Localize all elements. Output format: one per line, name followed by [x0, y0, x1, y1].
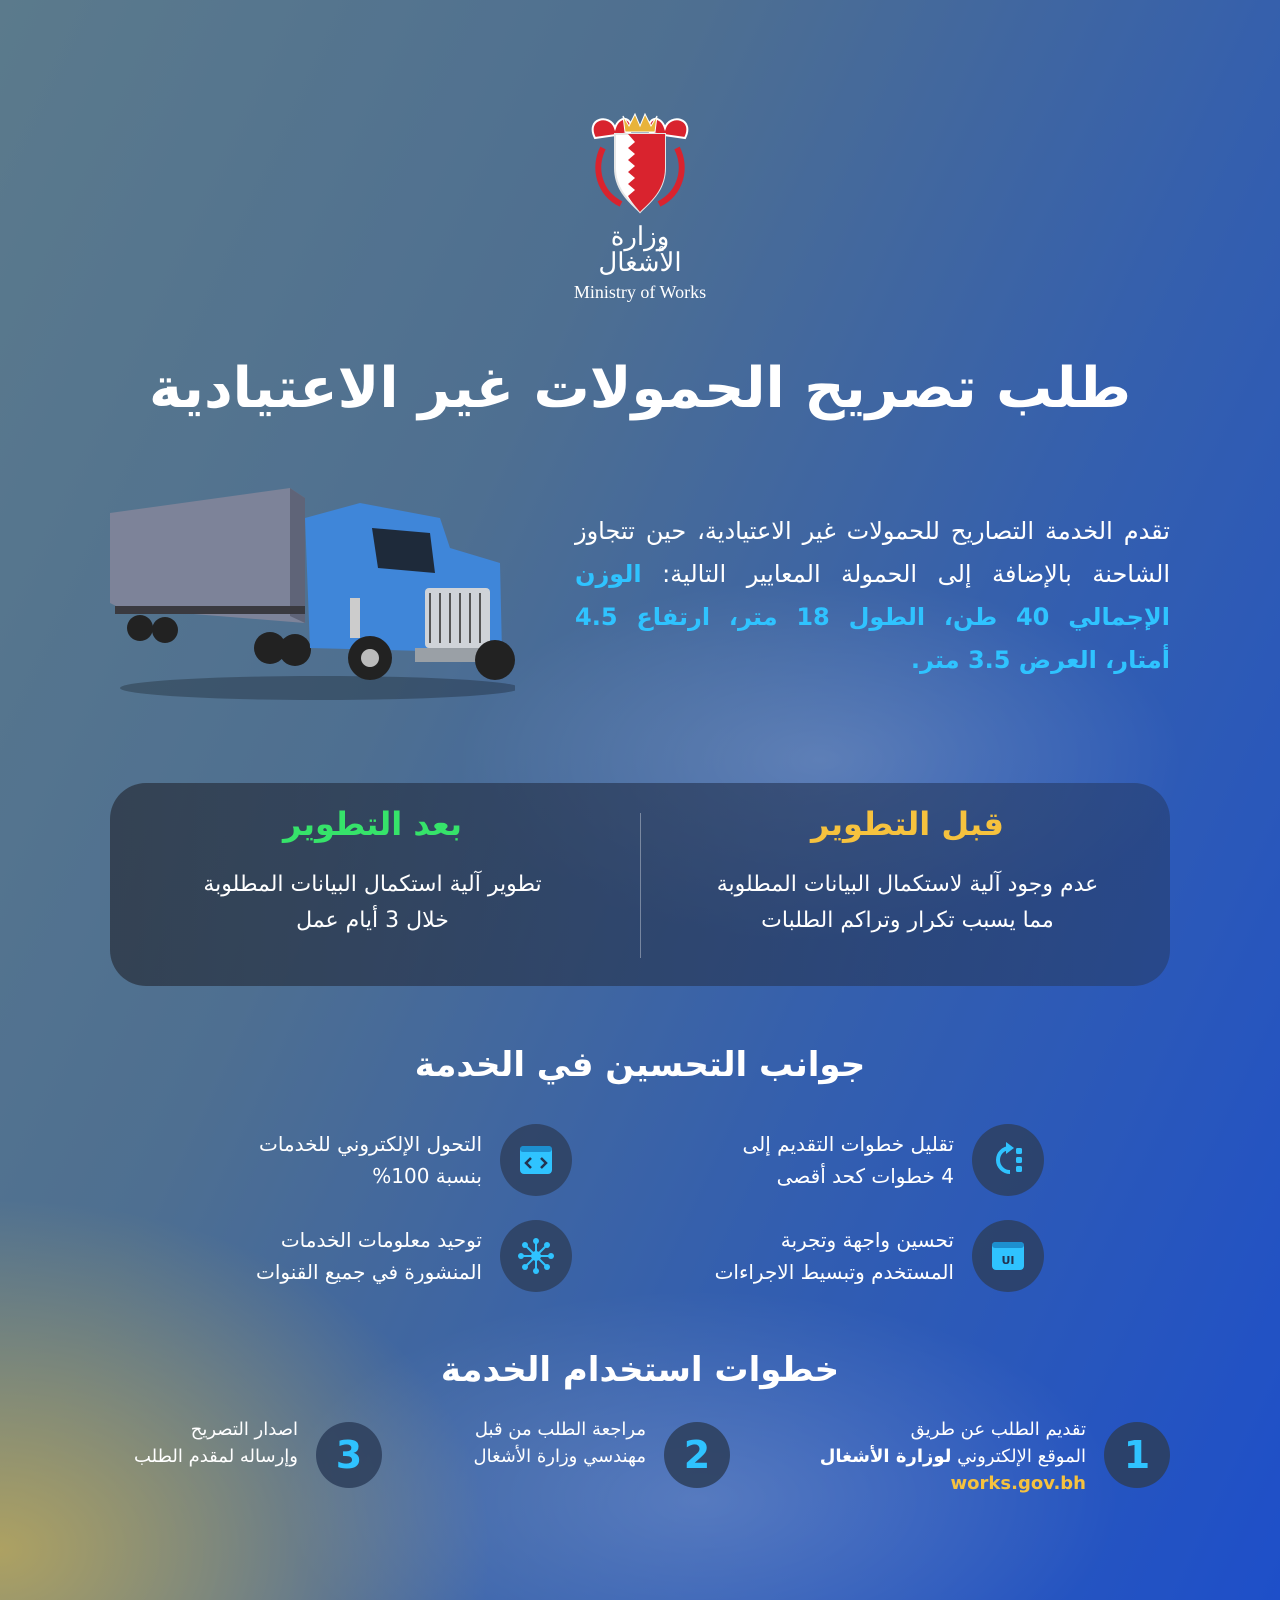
ministry-link-text: لوزارة الأشغال	[819, 1446, 952, 1467]
step-item	[430, 1419, 730, 1492]
before-title: قبل التطوير	[811, 805, 1004, 843]
improvement-item	[614, 1124, 1044, 1198]
step-item	[790, 1419, 1170, 1494]
step-number: 3	[316, 1422, 382, 1488]
after-title: بعد التطوير	[283, 805, 462, 843]
after-line-1: تطوير آلية استكمال البيانات المطلوبة	[203, 872, 542, 897]
before-line-2: مما يسبب تكرار وتراكم الطلبات	[761, 908, 1054, 933]
step-line-1: تقديم الطلب عن طريق	[910, 1419, 1086, 1440]
network-icon	[500, 1220, 572, 1292]
improvement-text	[715, 1224, 954, 1288]
step-number: 1	[1104, 1422, 1170, 1488]
truck-illustration	[110, 488, 515, 703]
step-line-2: الموقع الإلكتروني	[951, 1446, 1086, 1467]
step-line-2: وإرساله لمقدم الطلب	[133, 1446, 298, 1467]
service-description	[575, 510, 1170, 682]
step-text	[134, 1416, 298, 1470]
criteria-highlight: الوزن الإجمالي 40 طن، الطول 18 متر، ارتفاع 4.5 أمتار، العرض 3.5 متر.	[575, 560, 1170, 674]
step-line-1: مراجعة الطلب من قبل	[474, 1419, 646, 1440]
steps-title: خطوات استخدام الخدمة	[440, 1350, 840, 1390]
svg-text:UI: UI	[1001, 1254, 1015, 1267]
improvement-item	[142, 1124, 572, 1198]
before-development	[645, 783, 1170, 986]
page-title: طلب تصريح الحمولات غير الاعتيادية	[148, 356, 1132, 421]
ministry-logo	[570, 108, 710, 302]
ministry-name-en: Ministry of Works	[573, 282, 707, 302]
after-development	[110, 783, 635, 986]
improvement-text	[259, 1128, 482, 1192]
improvement-item	[614, 1220, 1044, 1294]
after-description	[110, 867, 635, 939]
comparison-divider	[640, 813, 641, 958]
step-line-2: مهندسي وزارة الأشغال	[473, 1446, 646, 1467]
improvement-item	[142, 1220, 572, 1294]
improvement-text	[742, 1128, 954, 1192]
before-line-1: عدم وجود آلية لاستكمال البيانات المطلوبة	[716, 872, 1099, 897]
step-line-1: اصدار التصريح	[190, 1419, 298, 1440]
step-number: 2	[664, 1422, 730, 1488]
steps-reduction-icon	[972, 1124, 1044, 1196]
website-link[interactable]: works.gov.bh	[950, 1473, 1086, 1494]
improvement-text	[256, 1224, 482, 1288]
improvement-line-1: توحيد معلومات الخدمات	[280, 1228, 482, 1252]
improvement-line-2: المنشورة في جميع القنوات	[256, 1260, 482, 1284]
before-description	[645, 867, 1170, 939]
improvement-line-2: بنسبة 100%	[372, 1164, 482, 1188]
step-text	[820, 1416, 1086, 1497]
bahrain-emblem-icon	[585, 108, 695, 218]
improvement-line-2: المستخدم وتبسيط الاجراءات	[714, 1260, 954, 1284]
improvement-line-1: تحسين واجهة وتجربة	[780, 1228, 954, 1252]
after-line-2: خلال 3 أيام عمل	[296, 908, 449, 933]
ministry-name-ar: وزارة الأشغال	[598, 222, 682, 278]
improvement-line-2: 4 خطوات كحد أقصى	[776, 1164, 954, 1188]
step-item	[112, 1419, 382, 1492]
step-text	[474, 1416, 646, 1470]
improvements-title: جوانب التحسين في الخدمة	[414, 1045, 866, 1085]
improvement-line-1: التحول الإلكتروني للخدمات	[259, 1132, 482, 1156]
improvement-line-1: تقليل خطوات التقديم إلى	[742, 1132, 954, 1156]
description-text: تقدم الخدمة التصاريح للحمولات غير الاعتيادية، حين تتجاوز الشاحنة بالإضافة إلى الحمولة المعايير التالية:	[575, 517, 1170, 588]
code-window-icon	[500, 1124, 572, 1196]
ui-window-icon	[972, 1220, 1044, 1292]
